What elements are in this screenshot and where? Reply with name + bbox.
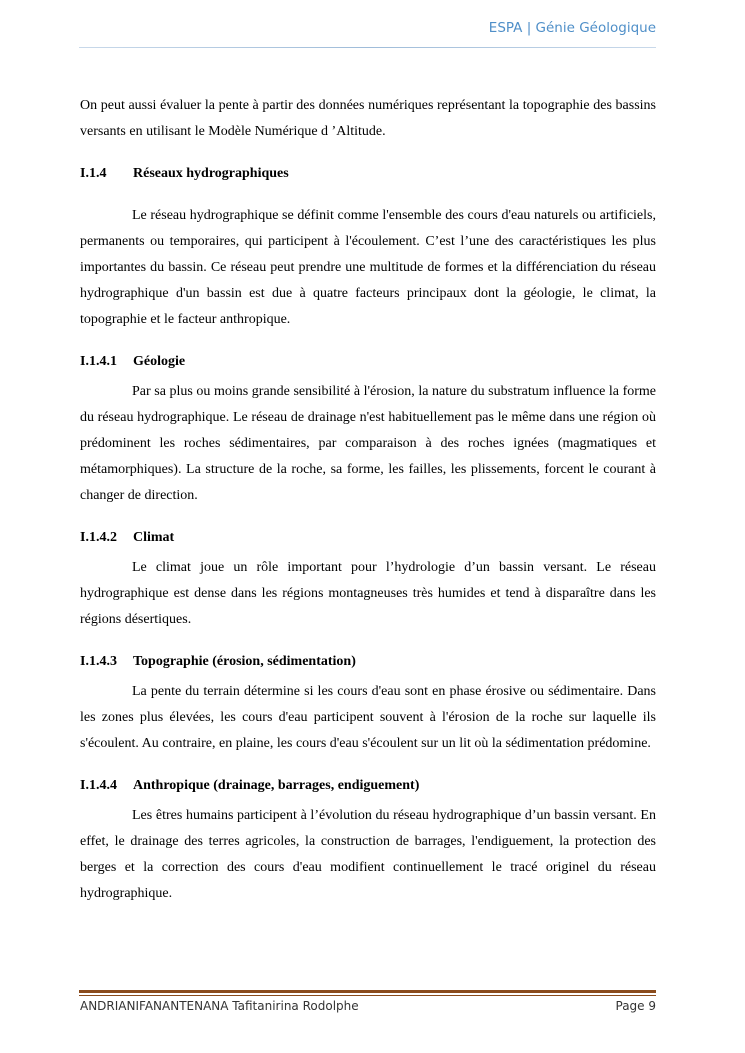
subsection-title: Géologie — [133, 354, 186, 369]
subsection-number: I.1.4.1 — [80, 354, 117, 369]
subsection-heading-anthropique — [80, 773, 656, 799]
section-number: I.1.4 — [80, 166, 107, 181]
subsection-title: Anthropique (drainage, barrages, endiguement) — [133, 778, 420, 793]
section-heading — [80, 161, 656, 187]
subsection-number: I.1.4.4 — [80, 778, 117, 793]
subsection-number: I.1.4.2 — [80, 530, 117, 545]
subsection-title: Topographie (érosion, sédimentation) — [133, 654, 356, 669]
section-title: Réseaux hydrographiques — [133, 166, 289, 181]
intro-paragraph: On peut aussi évaluer la pente à partir des données numériques représentant la topographie des bassins versants en utilisant le Modèle Numérique d ’Altitude. — [80, 98, 656, 139]
header-divider — [79, 47, 656, 48]
subsection-number: I.1.4.3 — [80, 654, 117, 669]
subsection-heading-topographie — [80, 649, 656, 675]
footer-author: ANDRIANIFANANTENANA Tafitanirina Rodolphe — [80, 999, 359, 1013]
section-paragraph: Le réseau hydrographique se définit comme l'ensemble des cours d'eau naturels ou artificiels, permanents ou temporaires, qui participent à l'écoulement. C’est l’une des caractéristiques les plus importantes du bassin. Ce réseau peut prendre une multitude de formes et la différenciation du réseau hydrographique d'un bassin est due à quatre facteurs principaux dont la géologie, le climat, la topographie et le facteur anthropique. — [80, 208, 656, 327]
page-header — [489, 20, 656, 36]
subsection-title: Climat — [133, 530, 175, 545]
subsection-heading-geologie — [80, 349, 656, 375]
footer-divider — [79, 990, 656, 993]
subsection-paragraph-geologie: Par sa plus ou moins grande sensibilité à l'érosion, la nature du substratum influence la forme du réseau hydrographique. Le réseau de drainage n'est habituellement pas le même dans une région où prédominent les roches sédimentaires, par comparaison à des roches ignées (magmatiques et métamorphiques). La structure de la roche, sa forme, les failles, les plissements, forcent le courant à changer de direction. — [80, 384, 656, 503]
subsection-paragraph-anthropique: Les êtres humains participent à l’évolution du réseau hydrographique d’un bassin versant. En effet, le drainage des terres agricoles, la construction de barrages, l'endiguement, la protection des berges et la correction des cours d'eau modifient continuellement le tracé originel du réseau hydrographique. — [80, 808, 656, 901]
document-body — [80, 93, 656, 907]
subsection-paragraph-topographie: La pente du terrain détermine si les cours d'eau sont en phase érosive ou sédimentaire. Dans les zones plus élevées, les cours d'eau participent souvent à l'érosion de la roche sur laquelle ils s'écoulent. Au contraire, en plaine, les cours d'eau s'écoulent sur un lit où la sédimentation prédomine. — [80, 684, 656, 751]
header-title: ESPA | Génie Géologique — [488, 20, 656, 36]
page-number: Page 9 — [615, 999, 656, 1013]
subsection-paragraph-climat: Le climat joue un rôle important pour l’hydrologie d’un bassin versant. Le réseau hydrographique est dense dans les régions montagneuses très humides et tend à disparaître dans les régions désertiques. — [80, 560, 656, 627]
subsection-heading-climat — [80, 525, 656, 551]
footer-divider-thin — [79, 995, 656, 996]
